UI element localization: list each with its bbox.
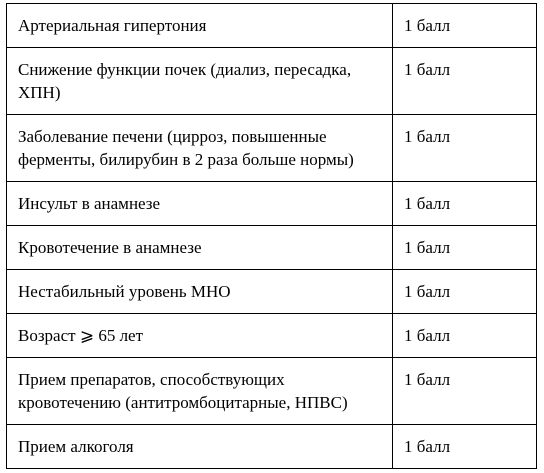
table-row bbox=[7, 226, 537, 270]
score-cell: 1 балл bbox=[393, 270, 537, 314]
table-row bbox=[7, 270, 537, 314]
score-cell: 1 балл bbox=[393, 358, 537, 425]
criterion-cell: Инсульт в анамнезе bbox=[7, 182, 393, 226]
score-cell: 1 балл bbox=[393, 314, 537, 358]
criterion-cell: Кровотечение в анамнезе bbox=[7, 226, 393, 270]
score-cell: 1 балл bbox=[393, 425, 537, 469]
table-row bbox=[7, 48, 537, 115]
score-cell: 1 балл bbox=[393, 4, 537, 48]
criterion-cell: Артериальная гипертония bbox=[7, 4, 393, 48]
criterion-cell: Нестабильный уровень МНО bbox=[7, 270, 393, 314]
score-cell: 1 балл bbox=[393, 48, 537, 115]
table-row bbox=[7, 314, 537, 358]
table-row bbox=[7, 425, 537, 469]
risk-score-table bbox=[6, 3, 537, 469]
criterion-cell: Снижение функции почек (диализ, пересадка, ХПН) bbox=[7, 48, 393, 115]
score-cell: 1 балл bbox=[393, 226, 537, 270]
table-row bbox=[7, 182, 537, 226]
score-cell: 1 балл bbox=[393, 182, 537, 226]
table-row bbox=[7, 358, 537, 425]
criterion-cell: Заболевание печени (цирроз, повышенные ферменты, билирубин в 2 раза больше нормы) bbox=[7, 115, 393, 182]
table-row bbox=[7, 115, 537, 182]
criterion-cell: Возраст ⩾ 65 лет bbox=[7, 314, 393, 358]
score-cell: 1 балл bbox=[393, 115, 537, 182]
criterion-cell: Прием алкоголя bbox=[7, 425, 393, 469]
criterion-cell: Прием препаратов, способствующих кровотечению (антитромбоцитарные, НПВС) bbox=[7, 358, 393, 425]
table-row bbox=[7, 4, 537, 48]
